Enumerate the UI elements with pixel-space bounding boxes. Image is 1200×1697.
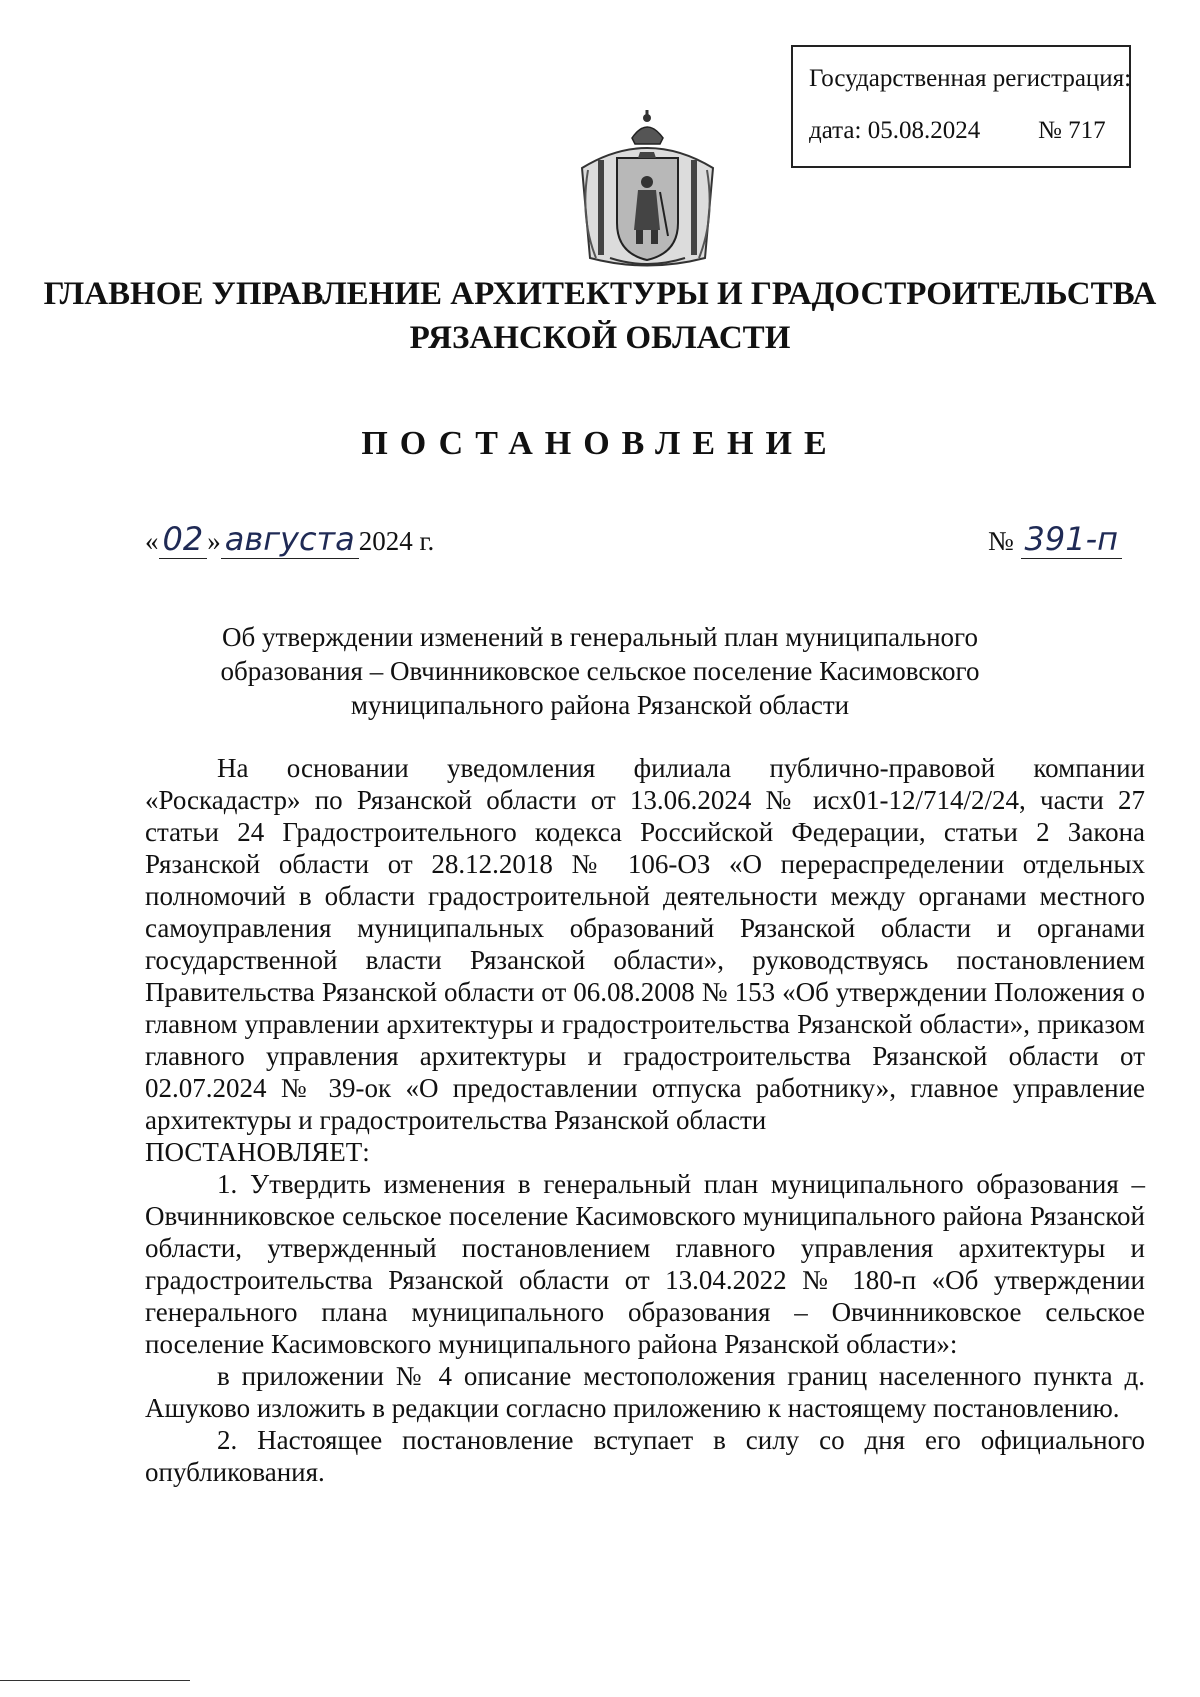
registration-stamp xyxy=(791,45,1131,168)
preamble-paragraph: На основании уведомления филиала публично-правовой компании «Роскадастр» по Рязанской области от 13.06.2024 № исх01-12/714/2/24, части 27 статьи 24 Градостроительного кодекса Российской Федерации, статьи 2 Закона Рязанской области от 28.12.2018 № 106-ОЗ «О перераспределении отдельных полномочий в области градостроительной деятельности между органами местного самоуправления муниципальных образований Рязанской области и органами государственной власти Рязанской области», руководствуясь постановлением Правительства Рязанской области от 06.08.2008 № 153 «Об утверждении Положения о главном управлении архитектуры и градостроительства Рязанской области», приказом главного управления архитектуры и градостроительства Рязанской области от 02.07.2024 № 39-ок «О предоставлении отпуска работнику», главное управление архитектуры и градостроительства Рязанской области xyxy=(145,753,1145,1135)
document-date xyxy=(145,520,434,558)
date-open-quote: « xyxy=(145,526,159,556)
document-body xyxy=(145,752,1145,1488)
organization-name xyxy=(0,272,1200,360)
registration-title: Государственная регистрация: xyxy=(809,65,1132,92)
registration-date: дата: 05.08.2024 xyxy=(809,117,981,144)
number-prefix: № xyxy=(988,526,1014,556)
ryazan-coat-of-arms-icon xyxy=(570,108,725,273)
registration-number: № 717 xyxy=(1038,117,1106,144)
footer-divider xyxy=(0,1680,190,1681)
date-close-quote: » xyxy=(207,526,221,556)
subject-line-2: образования – Овчинниковское сельское поселение Касимовского xyxy=(220,656,980,686)
handwritten-month: августа xyxy=(221,520,359,559)
document-number xyxy=(988,520,1122,558)
handwritten-number: 391-п xyxy=(1021,520,1123,559)
organization-line-1: ГЛАВНОЕ УПРАВЛЕНИЕ АРХИТЕКТУРЫ И ГРАДОСТРОИТЕЛЬСТВА xyxy=(43,276,1157,312)
subject-line-1: Об утверждении изменений в генеральный план муниципального xyxy=(222,622,978,652)
document-type: ПОСТАНОВЛЕНИЕ xyxy=(361,425,839,462)
item-1-sub-paragraph: в приложении № 4 описание местоположения границ населенного пункта д. Ашуково изложить в редакции согласно приложению к настоящему постановлению. xyxy=(145,1361,1145,1423)
organization-line-2: РЯЗАНСКОЙ ОБЛАСТИ xyxy=(409,320,791,356)
handwritten-day: 02 xyxy=(159,520,208,559)
item-1-paragraph: 1. Утвердить изменения в генеральный план муниципального образования – Овчинниковское сельское поселение Касимовского муниципального района Рязанской области, утвержденный постановлением главного управления архитектуры и градостроительства Рязанской области от 13.04.2022 № 180-п «Об утверждении генерального плана муниципального образования – Овчинниковское сельское поселение Касимовского муниципального района Рязанской области»: xyxy=(145,1169,1145,1359)
item-2-paragraph: 2. Настоящее постановление вступает в силу со дня его официального опубликования. xyxy=(145,1425,1145,1487)
date-year: 2024 г. xyxy=(358,526,435,556)
document-subject xyxy=(0,620,1200,722)
subject-line-3: муниципального района Рязанской области xyxy=(350,690,850,720)
resolves-heading: ПОСТАНОВЛЯЕТ: xyxy=(145,1137,370,1167)
